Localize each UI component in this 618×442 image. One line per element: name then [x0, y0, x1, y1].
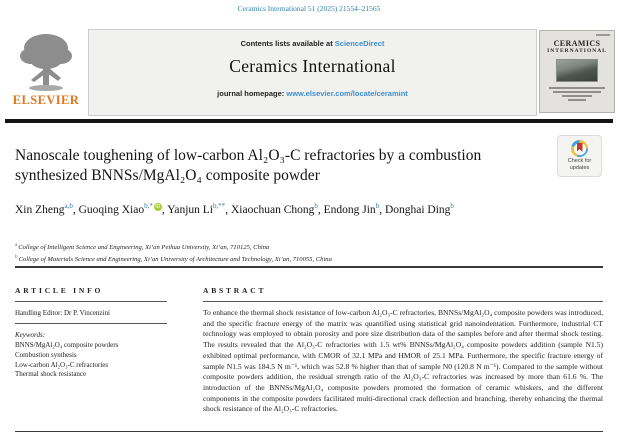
elsevier-tree-icon — [6, 30, 86, 92]
cover-title-line2: INTERNATIONAL — [547, 48, 607, 54]
article-info-heading: ARTICLE INFO — [15, 286, 104, 295]
author-name: Xin Zheng — [15, 203, 65, 216]
check-updates-label: Check for updates — [567, 158, 592, 171]
journal-header-banner — [88, 29, 537, 116]
article-title: Nanoscale toughening of low-carbon Al₂O₃-C refractories by a combustion synthesized BNNSs/MgAl₂O₄ composite powder — [15, 147, 482, 184]
cover-text-lines — [540, 87, 614, 101]
journal-cover-thumbnail[interactable] — [539, 30, 615, 113]
author-name: Donghai Ding — [384, 203, 451, 216]
sciencedirect-link[interactable]: ScienceDirect — [334, 39, 385, 48]
affiliation-line: $^a$College of Intelligent Science and Engineering, Xi’an Peihua University, Xi’an, 710125, China — [15, 243, 270, 252]
cover-issue-text — [596, 34, 610, 36]
affiliations — [15, 241, 575, 264]
author-list: Xin Zheng$^{a,b}$, Guoqing Xiao$^{b,*}$ iD , Yanjun $Li^{b,**}$, Xiaochuan Chong$^b$, Endong Jin$^b$, Donghai Ding$^b$ — [15, 202, 454, 216]
abstract-rule — [203, 301, 603, 302]
author-affil-sup: b — [314, 202, 318, 210]
keyword-item: BNNS/MgAl₂O₄ composite powders — [15, 341, 119, 349]
author-affil-sup: b,** — [213, 202, 226, 210]
author-name: Yanjun Li — [167, 203, 213, 216]
author-name: Endong Jin — [323, 203, 376, 216]
check-for-updates-badge[interactable] — [557, 135, 602, 177]
author-affil-sup: b — [375, 202, 380, 210]
author-affil-sup: a,b — [64, 202, 73, 210]
article-info-rule — [15, 301, 167, 302]
orcid-icon[interactable]: iD — [155, 204, 161, 210]
keyword-item: Low-carbon Al₂O₃-C refractories — [15, 360, 109, 369]
section-divider — [15, 266, 603, 268]
article-info-rule — [15, 323, 167, 324]
author-name: Guoqing Xiao — [78, 203, 145, 216]
affiliation-line: $^b$College of Materials Science and Engineering, Xi’an University of Architecture and Technology, Xi’an, 710055, China — [15, 254, 332, 263]
keywords-label: Keywords: — [15, 331, 46, 339]
check-updates-icon — [571, 140, 588, 157]
keyword-item: Thermal shock resistance — [15, 370, 87, 379]
cover-photo — [556, 59, 598, 82]
header-divider-bar — [5, 119, 613, 123]
handling-editor: Handling Editor: Dr P. Vincenzini — [15, 309, 110, 317]
elsevier-wordmark: ELSEVIER — [12, 93, 80, 107]
keyword-item: Combustion synthesis — [15, 350, 77, 359]
homepage-line: journal homepage: www.elsevier.com/locate/ceramint — [217, 89, 408, 98]
journal-homepage-link[interactable]: www.elsevier.com/locate/ceramint — [286, 89, 408, 98]
abstract-heading: ABSTRACT — [203, 286, 267, 295]
author-affil-sup: b — [450, 202, 454, 210]
journal-citation: Ceramics International 51 (2025) 21554–21565 — [237, 4, 381, 13]
author-affil-sup: b,* — [144, 202, 153, 210]
page-bottom-rule — [15, 431, 603, 432]
elsevier-logo — [6, 30, 86, 114]
cover-title-line1: CERAMICS — [553, 39, 601, 48]
keywords-list — [15, 341, 200, 380]
contents-line: Contents lists available at ScienceDirect — [240, 39, 385, 48]
author-name: Xiaochuan Chong — [231, 203, 315, 216]
journal-masthead: Ceramics International — [229, 56, 396, 76]
abstract-text: To enhance the thermal shock resistance of low-carbon Al₂O₃-C refractories, BNNSs/MgAl₂O₄ composite powders was introduced, and the specific fracture energy of the matrix was quantified using statistical grid nanoindentation. Furthermore, industrial CT technology was employed to obtain porosity and pore size distribution data of the samples before and after thermal shock testing. The results revealed that the Al₂O₃-C refractories with 1.5 wt% BNNSs/MgAl₂O₄ composite powders addition (sample N1.5) exhibited optimal performance, with CMOR of 32.1 MPa and HMOR of 25.1 MPa. Furthermore, the specific fracture energy of sample N1.5 was 184.5 N m⁻¹, which was 52.8 % higher than that of sample N0 (120.8 N m⁻¹). Compared to the sample without composite powders addition, the residual strength ratio of the Al₂O₃-C refractories was increased by more than 61.6 %. The introduction of the BNNSs/MgAl₂O₄ composite powders promoted the formation of ceramic whiskers, and the different components in the composite powders facilitated multi-directional crack deflection and branching, thereby enhancing the thermal shock resistance of the Al₂O₃-C refractories. — [203, 308, 603, 414]
